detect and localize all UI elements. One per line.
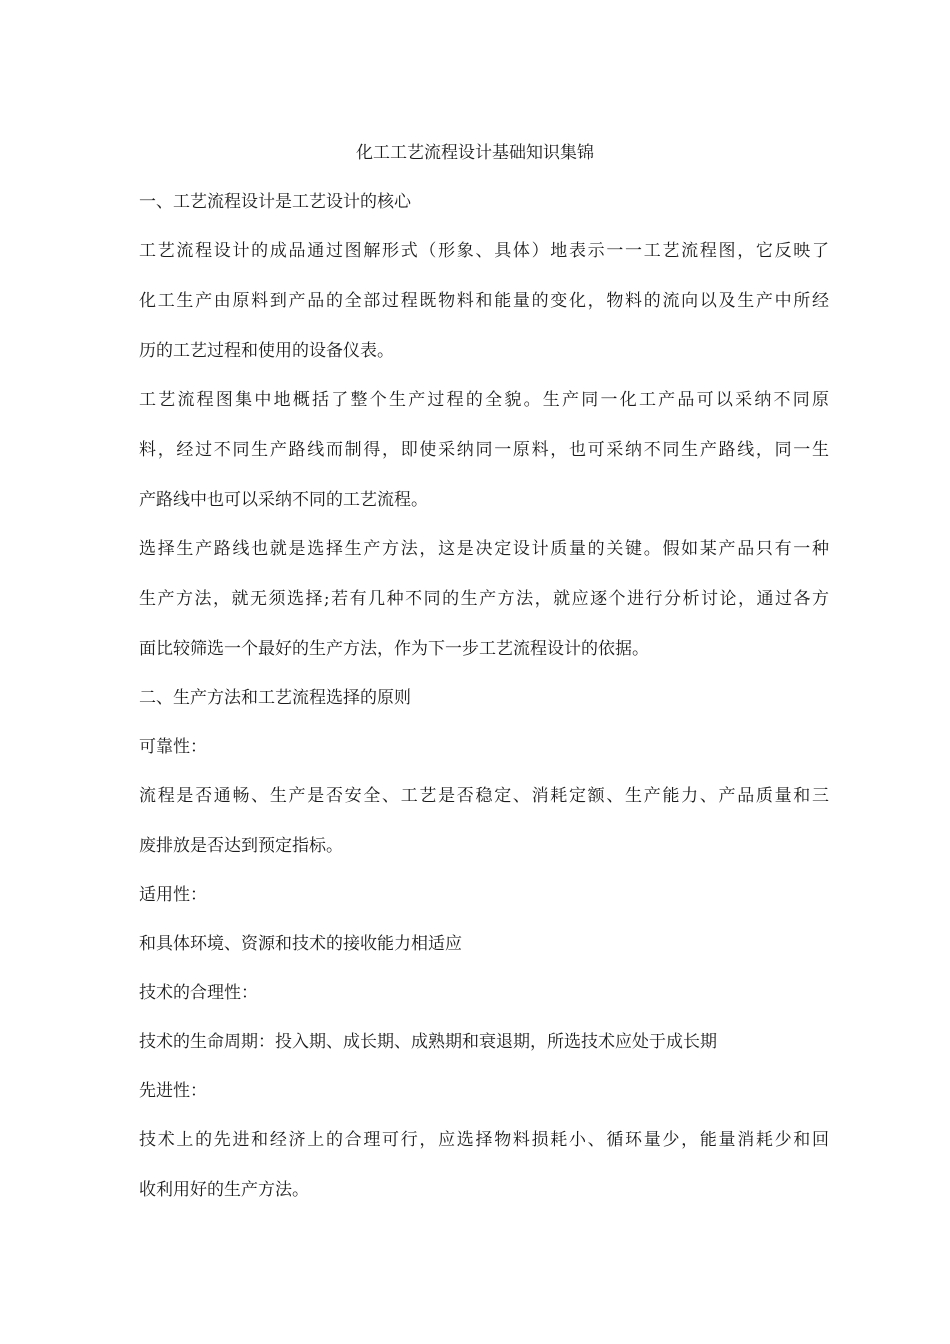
criterion-heading: 先进性： [139,1081,207,1101]
paragraph-line: 收利用好的生产方法。 [139,1180,309,1200]
paragraph-line: 技术上的先进和经济上的合理可行，应选择物料损耗小、循环量少，能量消耗少和回 [139,1130,829,1150]
criterion-heading: 适用性： [139,885,207,905]
paragraph-line: 历的工艺过程和使用的设备仪表。 [139,341,394,361]
criterion-heading: 技术的合理性： [139,983,258,1003]
section-heading-1: 一、工艺流程设计是工艺设计的核心 [139,192,411,212]
paragraph-line: 流程是否通畅、生产是否安全、工艺是否稳定、消耗定额、生产能力、产品质量和三 [139,786,829,806]
paragraph-line: 废排放是否达到预定指标。 [139,836,343,856]
paragraph-line: 面比较筛选一个最好的生产方法，作为下一步工艺流程设计的依据。 [139,639,649,659]
section-heading-2: 二、生产方法和工艺流程选择的原则 [139,688,411,708]
paragraph-line: 和具体环境、资源和技术的接收能力相适应 [139,934,462,954]
document-title: 化工工艺流程设计基础知识集锦 [356,143,594,163]
paragraph-line: 生产方法，就无须选择;若有几种不同的生产方法，就应逐个进行分析讨论，通过各方 [139,589,829,609]
paragraph-line: 选择生产路线也就是选择生产方法，这是决定设计质量的关键。假如某产品只有一种 [139,539,829,559]
paragraph-line: 技术的生命周期：投入期、成长期、成熟期和衰退期，所选技术应处于成长期 [139,1032,717,1052]
paragraph-line: 产路线中也可以采纳不同的工艺流程。 [139,490,428,510]
paragraph-line: 工艺流程图集中地概括了整个生产过程的全貌。生产同一化工产品可以采纳不同原 [139,390,829,410]
criterion-heading: 可靠性： [139,737,207,757]
paragraph-line: 工艺流程设计的成品通过图解形式（形象、具体）地表示一一工艺流程图，它反映了 [139,241,829,261]
document-body [139,187,829,1205]
paragraph-line: 化工生产由原料到产品的全部过程既物料和能量的变化，物料的流向以及生产中所经 [139,291,829,311]
paragraph-line: 料，经过不同生产路线而制得，即使采纳同一原料，也可采纳不同生产路线，同一生 [139,440,829,460]
